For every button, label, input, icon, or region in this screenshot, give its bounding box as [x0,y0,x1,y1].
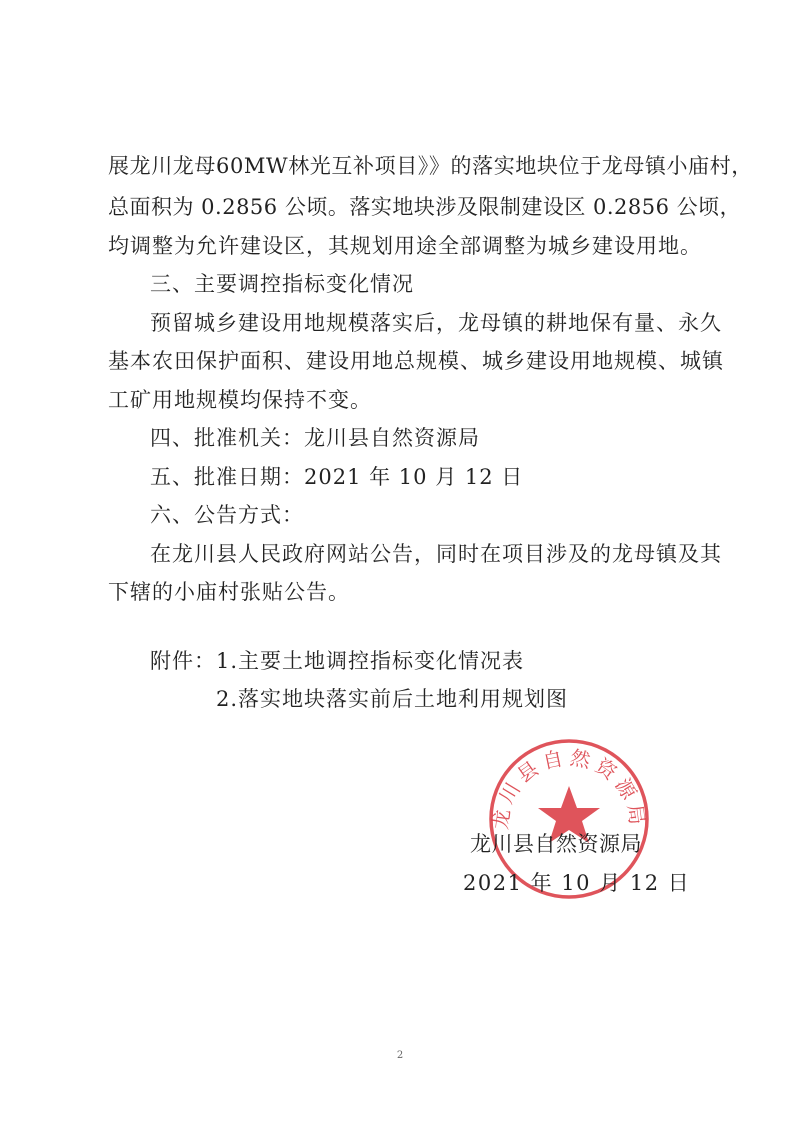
section-heading: 四、批准机关：龙川县自然资源局 [150,426,480,450]
body-line: 均调整为允许建设区，其规划用途全部调整为城乡建设用地。 [108,234,702,258]
body-line: 预留城乡建设用地规模落实后，龙母镇的耕地保有量、永久 [150,311,722,335]
body-line: 下辖的小庙村张贴公告。 [108,580,350,604]
attachment-item: 2.落实地块落实前后土地利用规划图 [216,687,569,711]
body-line: 展龙川龙母60MW林光互补项目》》的落实地块位于龙母镇小庙村， [108,154,753,178]
body-line: 基本农田保护面积、建设用地总规模、城乡建设用地规模、城镇 [108,349,724,373]
body-line: 总面积为 0.2856 公顷。落实地块涉及限制建设区 0.2856 公顷， [108,195,742,219]
section-heading: 三、主要调控指标变化情况 [150,272,414,296]
body-line: 在龙川县人民政府网站公告，同时在项目涉及的龙母镇及其 [150,542,722,566]
body-line: 工矿用地规模均保持不变。 [108,388,372,412]
signature-date: 2021 年 10 月 12 日 [463,871,691,895]
page-number: 2 [396,1050,404,1061]
seal-text: 龙川县自然资源局 [488,745,650,831]
section-heading: 五、批准日期：2021 年 10 月 12 日 [150,465,524,489]
signature-organization: 龙川县自然资源局 [470,832,642,856]
attachment-item: 附件：1.主要土地调控指标变化情况表 [150,649,525,673]
section-heading: 六、公告方式： [150,503,304,527]
